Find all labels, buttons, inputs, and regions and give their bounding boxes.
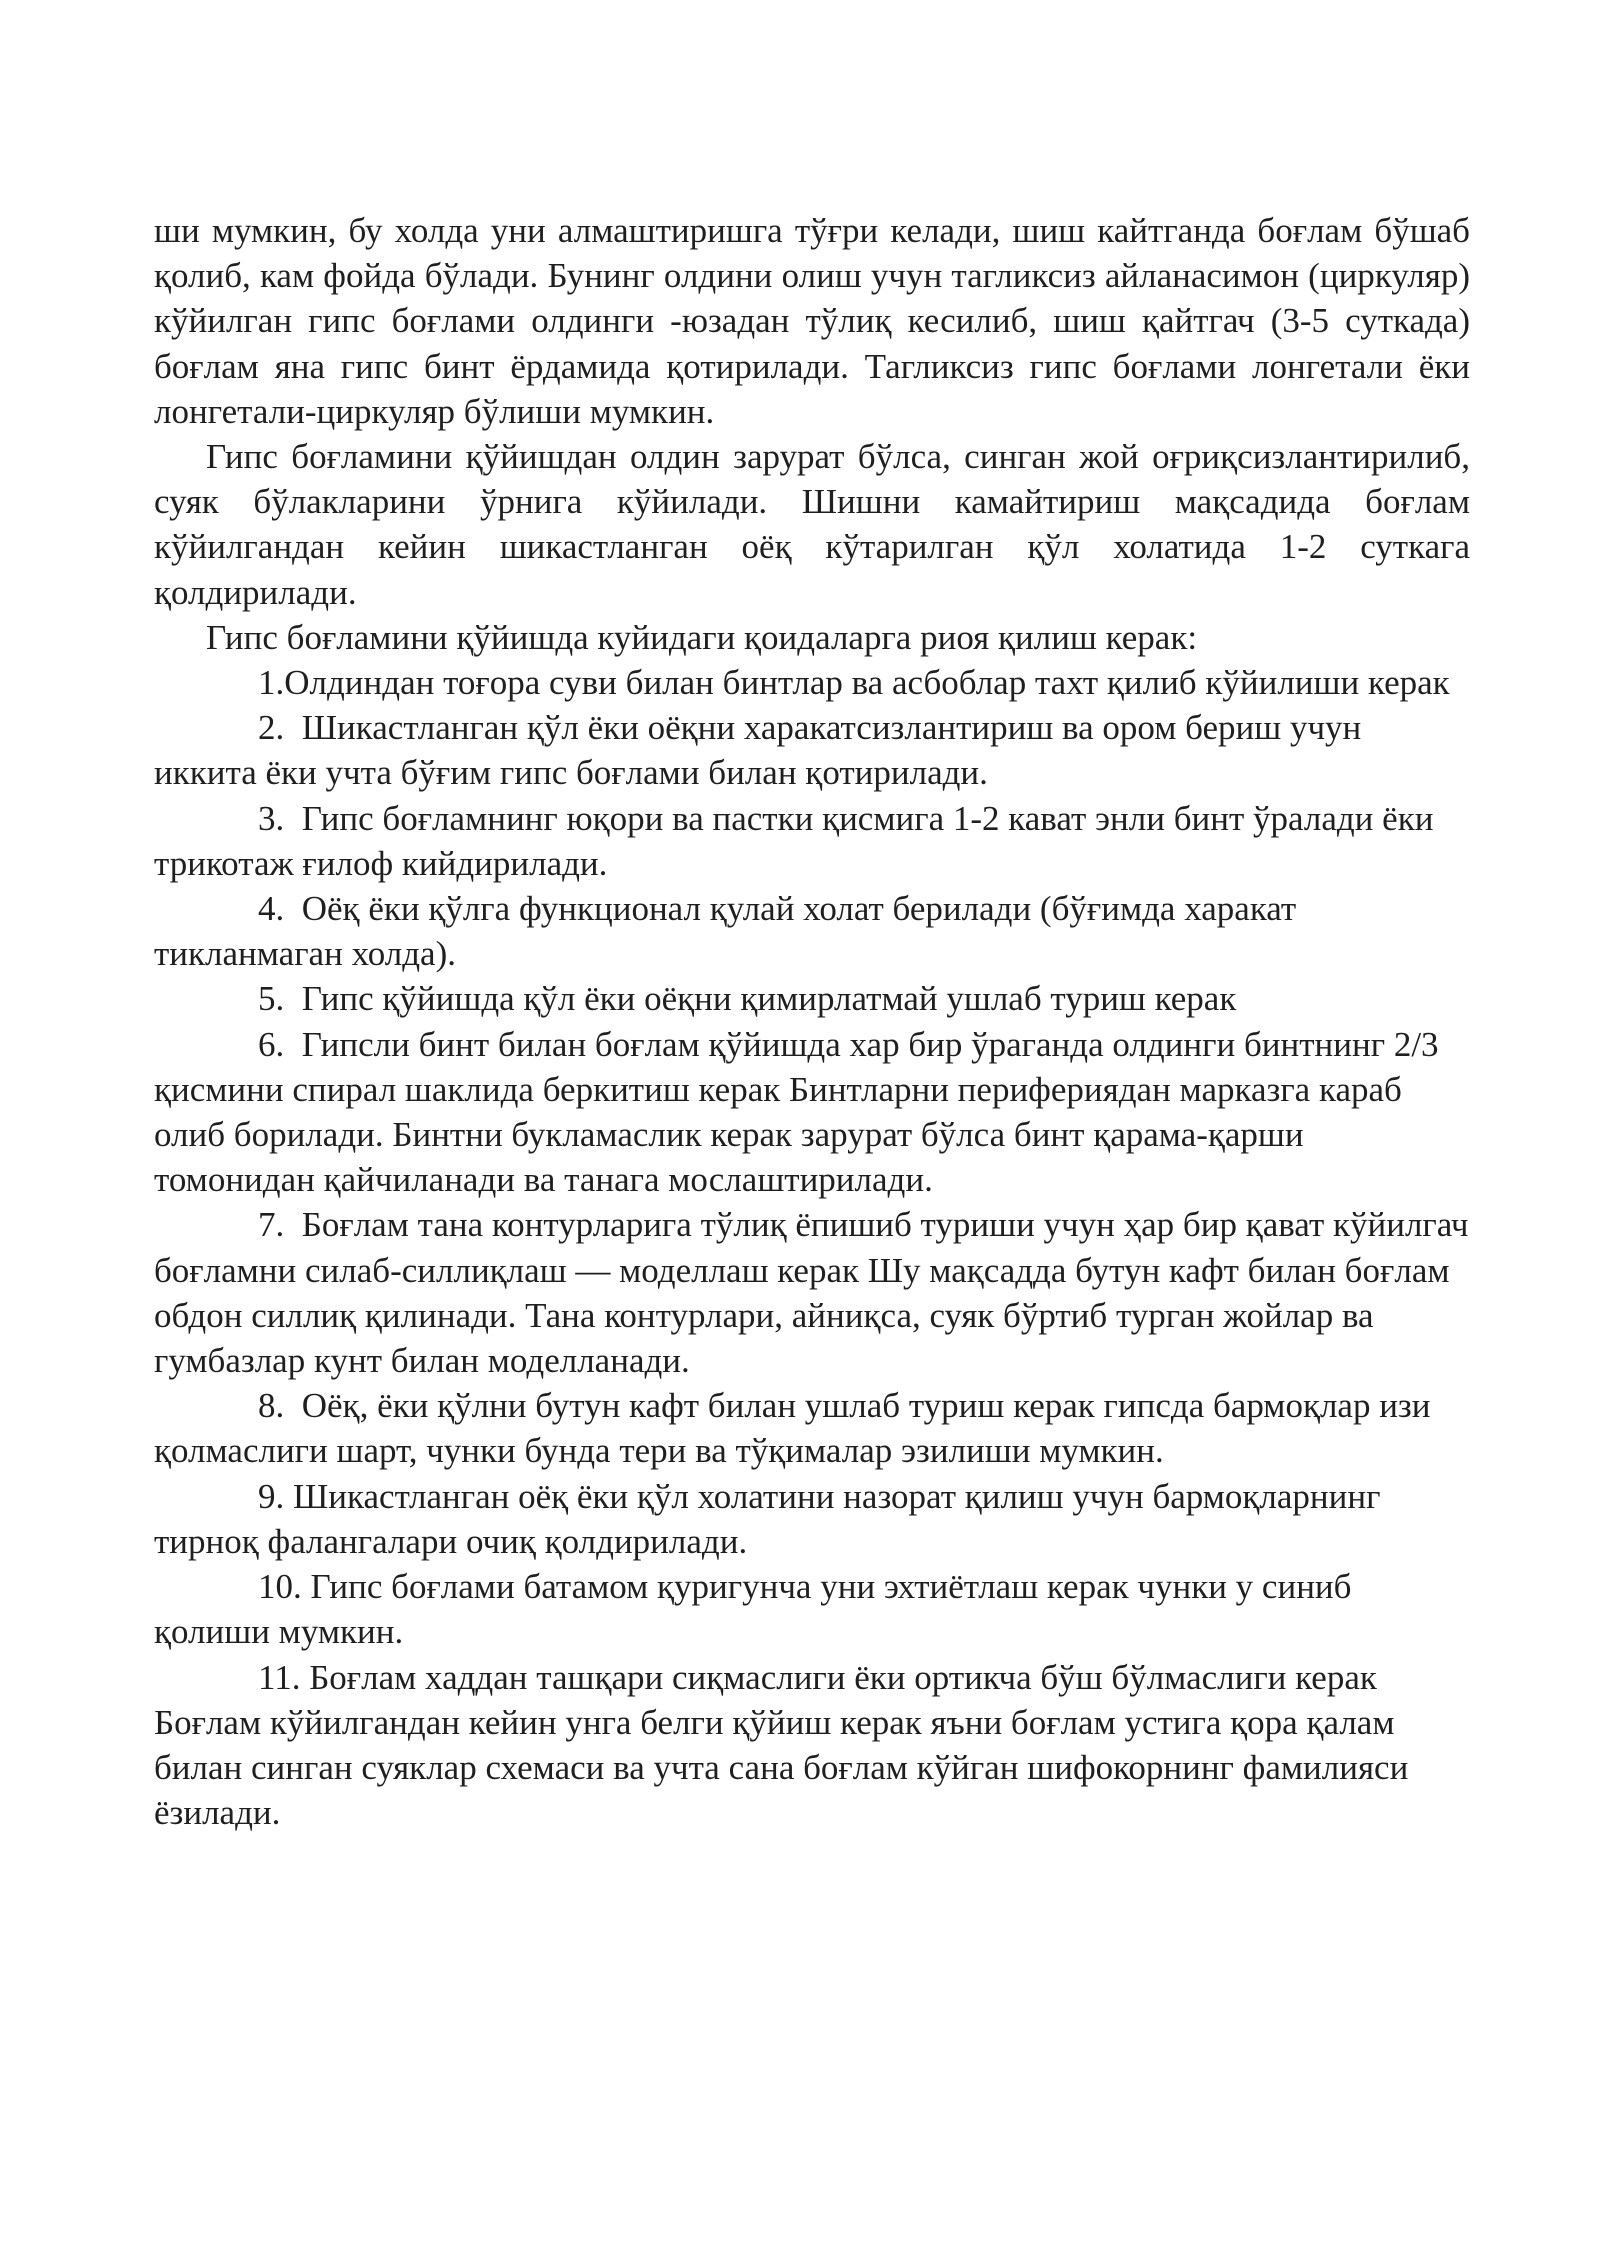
rule-text: Гипсли бинт билан боғлам қўйишда хар бир ўраганда олдинги бинтнинг 2/3 қисмини спирал шаклида беркитиш керак Бинтларни перифериядан марказга караб олиб борилади. Бинтни букламаслик керак зарурат бўлса бинт қарама-қарши томонидан қайчиланади ва танага мослаштирилади. xyxy=(154,1024,1439,1200)
rule-number: 5. xyxy=(258,979,285,1019)
rule-item-10 xyxy=(154,1564,1470,1654)
rule-text: Боғлам тана контурларига тўлиқ ёпишиб туриши учун ҳар бир қават кўйилгач боғламни силаб-силлиқлаш — моделлаш керак Шу мақсадда бутун кафт билан боғлам обдон силлиқ қилинади. Тана контурлари, айниқса, суяк бўртиб турган жойлар ва гумбазлар кунт билан моделланади. xyxy=(154,1205,1469,1381)
rule-text: Олдиндан тоғора суви билан бинтлар ва асбоблар тахт қилиб кўйилиши керак xyxy=(284,663,1450,703)
rule-number: 3. xyxy=(258,798,285,838)
rule-number: 8. xyxy=(258,1386,285,1426)
rule-item-4 xyxy=(154,886,1470,976)
intro-paragraph: ши мумкин, бу холда уни алмаштиришга тўғри келади, шиш кайтганда боғлам бўшаб қолиб, кам фойда бўлади. Бунинг олдини олиш учун тагликсиз айланасимон (циркуляр) кўйилган гипс боғлами олдинги -юзадан тўлиқ кесилиб, шиш қайтгач (3-5 суткада) боғлам яна гипс бинт ёрдамида қотирилади. Тагликсиз гипс боғлами лонгетали ёки лонгетали-циркуляр бўлиши мумкин. xyxy=(154,211,1470,431)
rule-item-2 xyxy=(154,705,1470,795)
rule-number: 4. xyxy=(258,889,285,929)
rule-item-3 xyxy=(154,796,1470,886)
rule-item-11 xyxy=(154,1655,1470,1836)
rule-item-1 xyxy=(154,660,1470,705)
rule-text: Оёқ, ёки қўлни бутун кафт билан ушлаб туриш керак гипсда бармоқлар изи қолмаслиги шарт, чунки бунда тери ва тўқималар эзилиши мумкин. xyxy=(154,1386,1431,1471)
rule-text: Гипс боғлами батамом қуригунча уни эхтиётлаш керак чунки у синиб қолиши мумкин. xyxy=(154,1567,1352,1652)
rule-text: Гипс қўйишда қўл ёки оёқни қимирлатмай ушлаб туриш керак xyxy=(301,979,1237,1019)
rule-item-8 xyxy=(154,1383,1470,1473)
second-paragraph: Гипс боғламини қўйишдан олдин зарурат бўлса, синган жой оғриқсизлантирилиб, суяк бўлакларини ўрнига кўйилади. Шишни камайтириш мақсадида боғлам кўйилгандан кейин шикастланган оёқ кўтарилган қўл холатида 1-2 суткага қолдирилади. xyxy=(154,437,1470,612)
document-body xyxy=(154,208,1470,1835)
rule-item-5 xyxy=(154,976,1470,1021)
rule-number: 10. xyxy=(258,1567,302,1607)
rules-intro: Гипс боғламини қўйишда куйидаги қоидаларга риоя қилиш керак: xyxy=(206,617,1198,657)
rule-number: 9. xyxy=(258,1476,285,1516)
rule-text: Шикастланган қўл ёки оёқни харакатсизлантириш ва ором бериш учун иккита ёки учта бўғим гипс боғлами билан қотирилади. xyxy=(154,708,1362,793)
rule-item-6 xyxy=(154,1022,1470,1203)
rule-text: Боғлам хаддан ташқари сиқмаслиги ёки ортикча бўш бўлмаслиги керак Боғлам кўйилгандан кейин унга белги қўйиш керак яъни боғлам устига қора қалам билан синган суяклар схемаси ва учта сана боғлам кўйган шифокорнинг фамилияси ёзилади. xyxy=(154,1657,1409,1833)
rule-item-7 xyxy=(154,1202,1470,1383)
rule-item-9 xyxy=(154,1474,1470,1564)
rule-text: Шикастланган оёқ ёки қўл холатини назорат қилиш учун бармоқларнинг тирноқ фалангалари очиқ қолдирилади. xyxy=(154,1476,1381,1561)
rule-text: Гипс боғламнинг юқори ва пастки қисмига 1-2 кават энли бинт ўралади ёки трикотаж ғилоф кийдирилади. xyxy=(154,798,1434,883)
rule-number: 1. xyxy=(258,663,285,703)
rule-number: 6. xyxy=(258,1024,285,1064)
rule-number: 7. xyxy=(258,1205,285,1245)
rule-number: 2. xyxy=(258,708,285,748)
rule-number: 11. xyxy=(258,1657,301,1697)
rule-text: Оёқ ёки қўлга функционал қулай холат берилади (бўғимда харакат тикланмаган холда). xyxy=(154,889,1297,974)
